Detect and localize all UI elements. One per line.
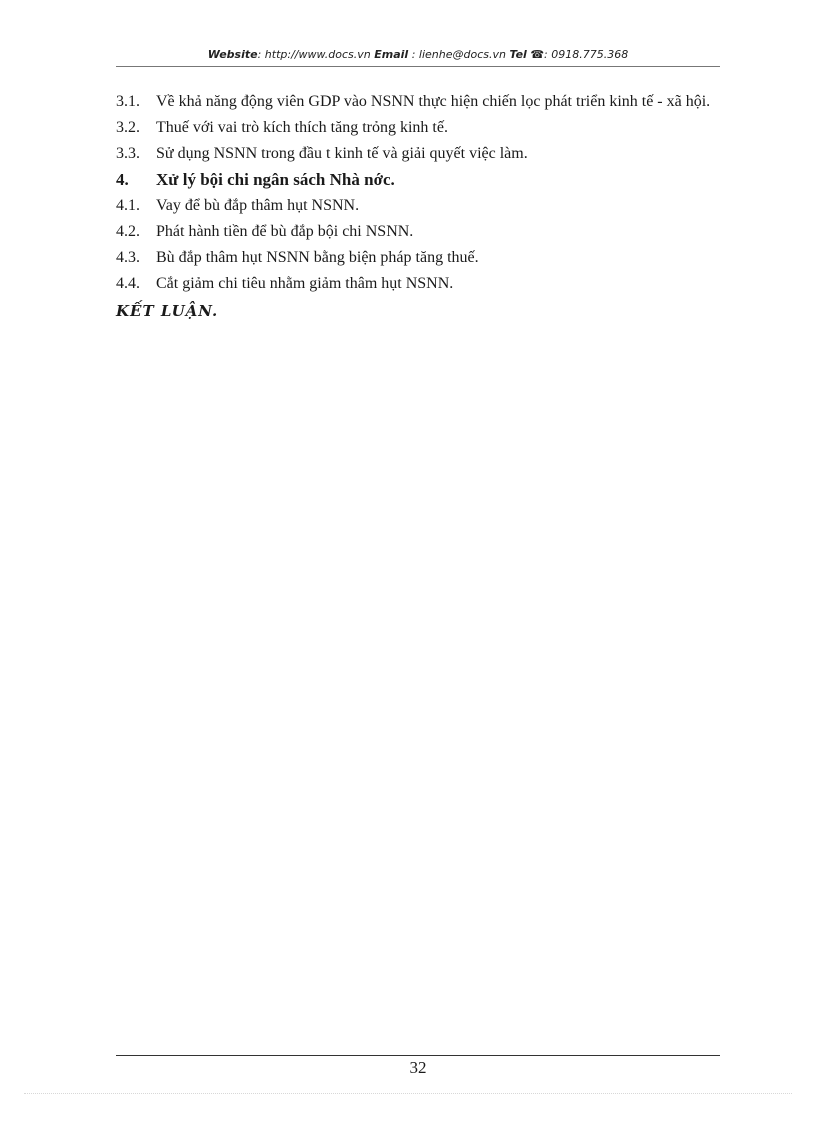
toc-text: Về khả năng động viên GDP vào NSNN thực hiện chiến lọc phát triển kinh tế - xã hội. (156, 93, 711, 110)
toc-number: 3.2. (116, 119, 140, 136)
conclusion-heading: KẾT LUẬN. (116, 302, 219, 320)
toc-item-3-3 (116, 146, 720, 162)
page-edge-divider (24, 1093, 792, 1094)
toc-number: 4.1. (116, 197, 140, 214)
toc-item-4-3 (116, 250, 720, 266)
tel-number: : 0918.775.368 (544, 48, 629, 61)
toc-text: Vay để bù đắp thâm hụt NSNN. (156, 197, 360, 214)
toc-item-4-4 (116, 276, 720, 292)
email-label: Email (374, 48, 409, 61)
toc-text: Bù đắp thâm hụt NSNN bằng biện pháp tăng thuế. (156, 249, 479, 266)
toc-number: 4.3. (116, 249, 140, 266)
toc-number: 4.2. (116, 223, 140, 240)
toc-item-3-1 (116, 94, 720, 110)
toc-number: 3.3. (116, 145, 140, 162)
toc-item-4-1 (116, 198, 720, 214)
toc-text: Cắt giảm chi tiêu nhằm giảm thâm hụt NSNN. (156, 275, 454, 292)
toc-number: 4. (116, 170, 129, 189)
toc-item-4-2 (116, 224, 720, 240)
page-number: 32 (409, 1058, 427, 1077)
toc-item-3-2 (116, 120, 720, 136)
email-address[interactable]: : lienhe@docs.vn (411, 48, 506, 61)
toc-text: Phát hành tiền để bù đắp bội chi NSNN. (156, 223, 414, 240)
website-url[interactable]: : http://www.docs.vn (257, 48, 371, 61)
footer-divider (116, 1055, 720, 1056)
toc-text: Thuế với vai trò kích thích tăng trỏng kinh tế. (156, 119, 448, 136)
toc-text: Sử dụng NSNN trong đầu t kinh tế và giải quyết việc làm. (156, 145, 528, 162)
toc-number: 3.1. (116, 93, 140, 110)
website-label: Website (207, 48, 258, 61)
phone-icon: ☎ (530, 48, 545, 61)
toc-section-4 (116, 172, 720, 188)
page-header (116, 46, 720, 67)
toc-number: 4.4. (116, 275, 140, 292)
toc-text: Xử lý bội chi ngân sách Nhà nớc. (156, 170, 395, 189)
table-of-contents (116, 94, 720, 320)
tel-label: Tel (509, 48, 527, 61)
